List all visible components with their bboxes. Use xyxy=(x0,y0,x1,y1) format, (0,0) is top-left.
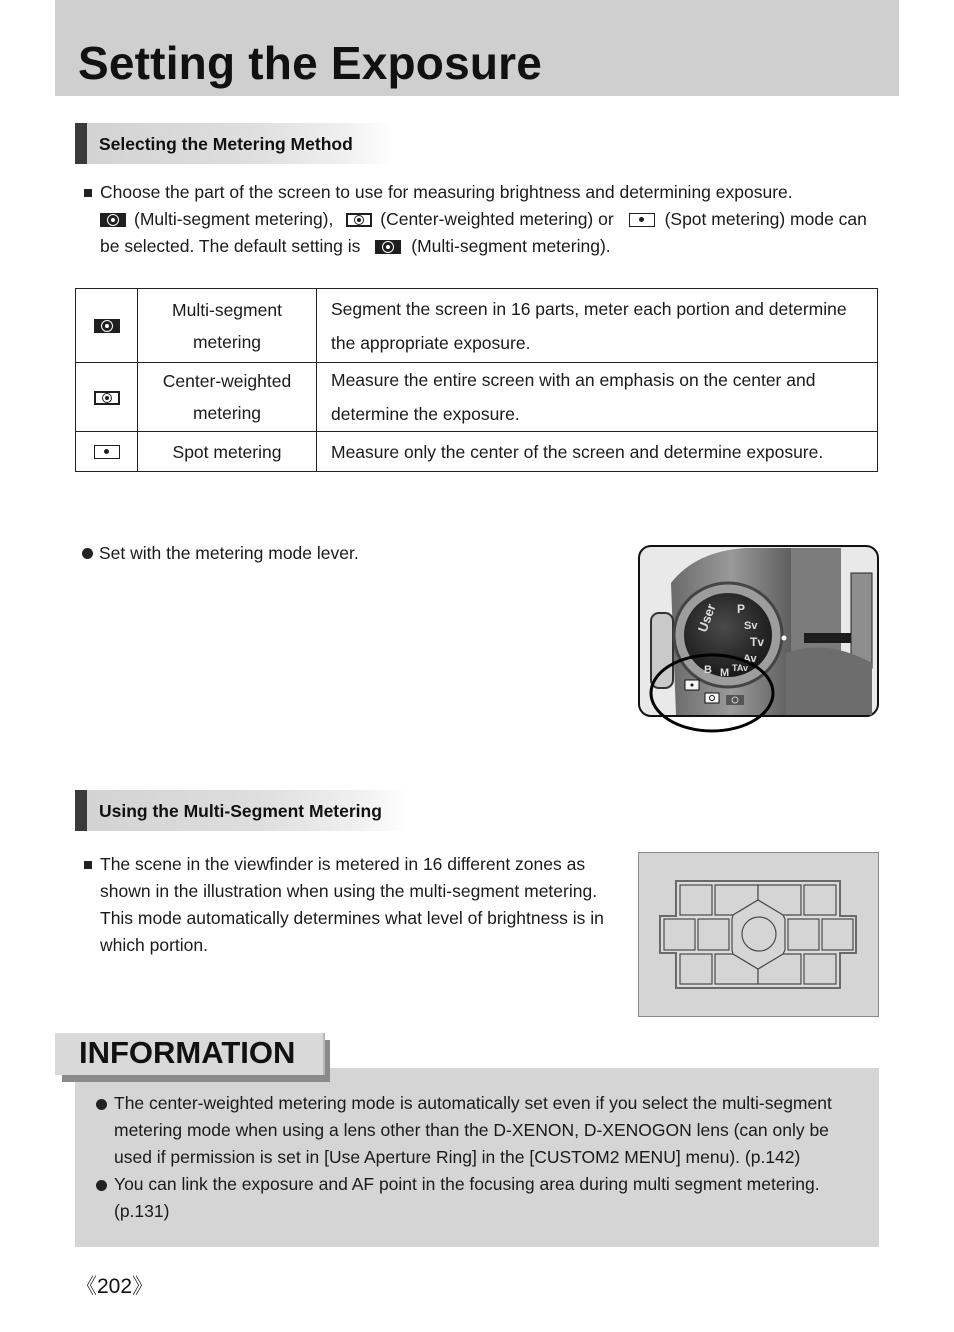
dial-label-b: B xyxy=(704,664,712,676)
round-bullet-icon xyxy=(82,548,93,559)
method-name: Spot metering xyxy=(172,441,282,462)
paragraph-line: This mode automatically determines what level of brightness is in xyxy=(100,908,604,928)
table-row xyxy=(76,289,878,363)
table-name-cell xyxy=(138,432,317,472)
intro-line-2 xyxy=(84,206,904,233)
table-desc-cell xyxy=(317,363,878,432)
note-line: You can link the exposure and AF point in the focusing area during multi segment metering. xyxy=(114,1174,820,1194)
paragraph-line: shown in the illustration when using the multi-segment metering. xyxy=(100,881,598,901)
section-heading-text: Selecting the Metering Method xyxy=(99,134,353,154)
metering-zones-diagram xyxy=(638,852,879,1017)
intro-spot-text: (Spot metering) mode can xyxy=(664,209,867,229)
method-description: Measure only the center of the screen and determine exposure. xyxy=(331,441,824,462)
multi-segment-metering-icon xyxy=(375,240,401,254)
spot-metering-icon xyxy=(94,445,120,459)
camera-mode-dial-illustration xyxy=(636,543,882,738)
lever-note xyxy=(82,540,359,567)
table-icon-cell xyxy=(76,432,138,472)
center-weighted-metering-icon xyxy=(94,391,120,405)
dial-label-av: Av xyxy=(743,653,757,665)
table-icon-cell xyxy=(76,363,138,432)
intro-multi-text: (Multi-segment metering), xyxy=(134,209,334,229)
method-name: metering xyxy=(192,403,262,423)
page-number: 《202》 xyxy=(76,1275,154,1298)
intro-center-text: (Center-weighted metering) or xyxy=(380,209,614,229)
center-weighted-metering-icon xyxy=(346,213,372,227)
paragraph-line: The scene in the viewfinder is metered in 16 different zones as xyxy=(100,854,586,874)
multi-segment-metering-icon xyxy=(100,213,126,227)
dial-label-tv: Tv xyxy=(750,635,765,649)
intro-default-text: be selected. The default setting is xyxy=(100,236,361,256)
table-desc-cell xyxy=(317,289,878,363)
table-icon-cell xyxy=(76,289,138,363)
information-label: INFORMATION xyxy=(79,1035,296,1070)
information-notes xyxy=(96,1090,866,1225)
spot-metering-icon xyxy=(629,213,655,227)
note-line: (p.131) xyxy=(114,1201,170,1221)
metering-method-table xyxy=(75,288,878,472)
table-name-cell xyxy=(138,363,317,432)
dial-label-m: M xyxy=(720,667,730,679)
multi-segment-metering-icon xyxy=(94,319,120,333)
dial-label-sv: Sv xyxy=(744,620,758,632)
method-description: Measure the entire screen with an emphasis on the center and xyxy=(331,370,816,390)
dial-label-p: P xyxy=(737,602,746,616)
method-description: determine the exposure. xyxy=(331,404,520,424)
information-bullet-1 xyxy=(96,1090,866,1171)
section-heading-multi-segment xyxy=(75,790,408,831)
method-description: Segment the screen in 16 parts, meter each portion and determine xyxy=(331,298,847,319)
table-row xyxy=(76,432,878,472)
method-description: the appropriate exposure. xyxy=(331,332,531,353)
method-name: metering xyxy=(192,331,262,352)
intro-default-mode-text: (Multi-segment metering). xyxy=(411,236,611,256)
information-bullet-2 xyxy=(96,1171,866,1225)
note-line: metering mode when using a lens other than the D-XENON, D-XENOGON lens (can only be xyxy=(114,1120,829,1140)
note-line: The center-weighted metering mode is automatically set even if you select the multi-segment xyxy=(114,1093,832,1113)
table-name-cell xyxy=(138,289,317,363)
section-heading-metering-method xyxy=(75,123,393,164)
method-name: Multi-segment xyxy=(172,299,282,320)
method-name: Center-weighted xyxy=(162,371,292,391)
intro-line-1 xyxy=(84,179,904,206)
intro-text-1: Choose the part of the screen to use for measuring brightness and determining exposure. xyxy=(100,182,793,202)
multi-segment-paragraph xyxy=(84,851,614,959)
intro-line-3 xyxy=(84,233,904,260)
square-bullet-icon xyxy=(84,861,92,869)
page-title: Setting the Exposure xyxy=(78,37,543,89)
section-heading-text: Using the Multi-Segment Metering xyxy=(99,801,382,821)
lever-note-text: Set with the metering mode lever. xyxy=(99,543,359,563)
table-desc-cell xyxy=(317,432,878,472)
paragraph-line: which portion. xyxy=(100,935,208,955)
table-row xyxy=(76,363,878,432)
dial-label-user: User xyxy=(694,601,719,635)
square-bullet-icon xyxy=(84,189,92,197)
dial-label-tav: TAv xyxy=(732,663,749,673)
note-line: used if permission is set in [Use Aperture Ring] in the [CUSTOM2 MENU] menu). (p.142) xyxy=(114,1147,801,1167)
round-bullet-icon xyxy=(96,1099,107,1110)
round-bullet-icon xyxy=(96,1180,107,1191)
intro-paragraph xyxy=(84,179,904,260)
